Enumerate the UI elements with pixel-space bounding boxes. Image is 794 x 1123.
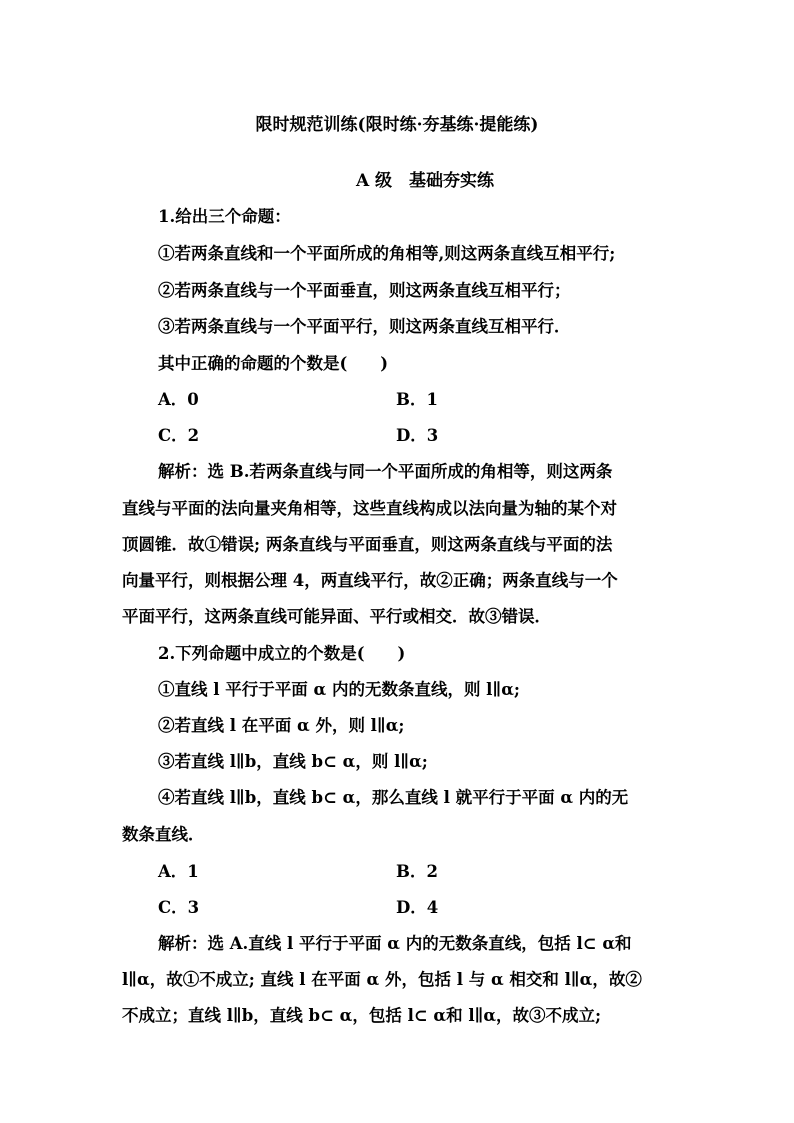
question-2-proposition-4-cont: 数条直线． <box>122 825 205 844</box>
question-1-option-c: C．2 <box>158 426 200 445</box>
question-1-analysis-line-1: 解析：选 B.若两条直线与同一个平面所成的角相等，则这两条 <box>158 462 613 481</box>
question-1-proposition-3: ③若两条直线与一个平面平行，则这两条直线互相平行． <box>158 317 571 336</box>
question-2-option-c: C．3 <box>158 898 200 917</box>
question-2-analysis-line-2: l∥α，故①不成立; 直线 l 在平面 α 外，包括 l 与 α 相交和 l∥α，故② <box>122 970 642 989</box>
question-2-option-a: A．1 <box>158 862 199 881</box>
question-2-proposition-4: ④若直线 l∥b，直线 b⊂ α，那么直线 l 就平行于平面 α 内的无 <box>158 788 629 807</box>
question-2-option-b: B．2 <box>396 862 438 881</box>
question-1-option-d: D．3 <box>396 426 439 445</box>
question-1-analysis-line-2: 直线与平面的法向量夹角相等，这些直线构成以法向量为轴的某个对 <box>122 499 617 518</box>
question-1-stem: 1.给出三个命题： <box>158 207 291 226</box>
question-1-proposition-2: ②若两条直线与一个平面垂直，则这两条直线互相平行； <box>158 281 571 300</box>
question-1-option-a: A．0 <box>158 390 199 409</box>
question-2-option-d: D．4 <box>396 898 439 917</box>
question-1-ask: 其中正确的命题的个数是( ) <box>158 354 389 373</box>
page-title: 限时规范训练(限时练·夯基练·提能练) <box>255 115 539 135</box>
question-2-analysis-line-1: 解析：选 A.直线 l 平行于平面 α 内的无数条直线，包括 l⊂ α和 <box>158 934 632 953</box>
question-1-analysis-line-4: 向量平行，则根据公理 4，两直线平行，故②正确；两条直线与一个 <box>122 571 618 590</box>
question-1-analysis-line-5: 平面平行，这两条直线可能异面、平行或相交．故③错误． <box>122 607 551 626</box>
question-2-proposition-1: ①直线 l 平行于平面 α 内的无数条直线，则 l∥α; <box>158 680 520 699</box>
question-1-proposition-1: ①若两条直线和一个平面所成的角相等,则这两条直线互相平行; <box>158 244 616 263</box>
question-2-stem: 2.下列命题中成立的个数是( ) <box>158 644 406 663</box>
question-1-option-b: B．1 <box>396 390 438 409</box>
question-2-proposition-2: ②若直线 l 在平面 α 外，则 l∥α; <box>158 716 405 735</box>
question-1-analysis-line-3: 顶圆锥．故①错误; 两条直线与平面垂直，则这两条直线与平面的法 <box>122 535 613 554</box>
question-2-analysis-line-3: 不成立；直线 l∥b，直线 b⊂ α，包括 l⊂ α和 l∥α，故③不成立; <box>122 1006 602 1025</box>
section-heading: A 级 基础夯实练 <box>355 171 495 191</box>
question-2-proposition-3: ③若直线 l∥b，直线 b⊂ α，则 l∥α; <box>158 752 428 771</box>
